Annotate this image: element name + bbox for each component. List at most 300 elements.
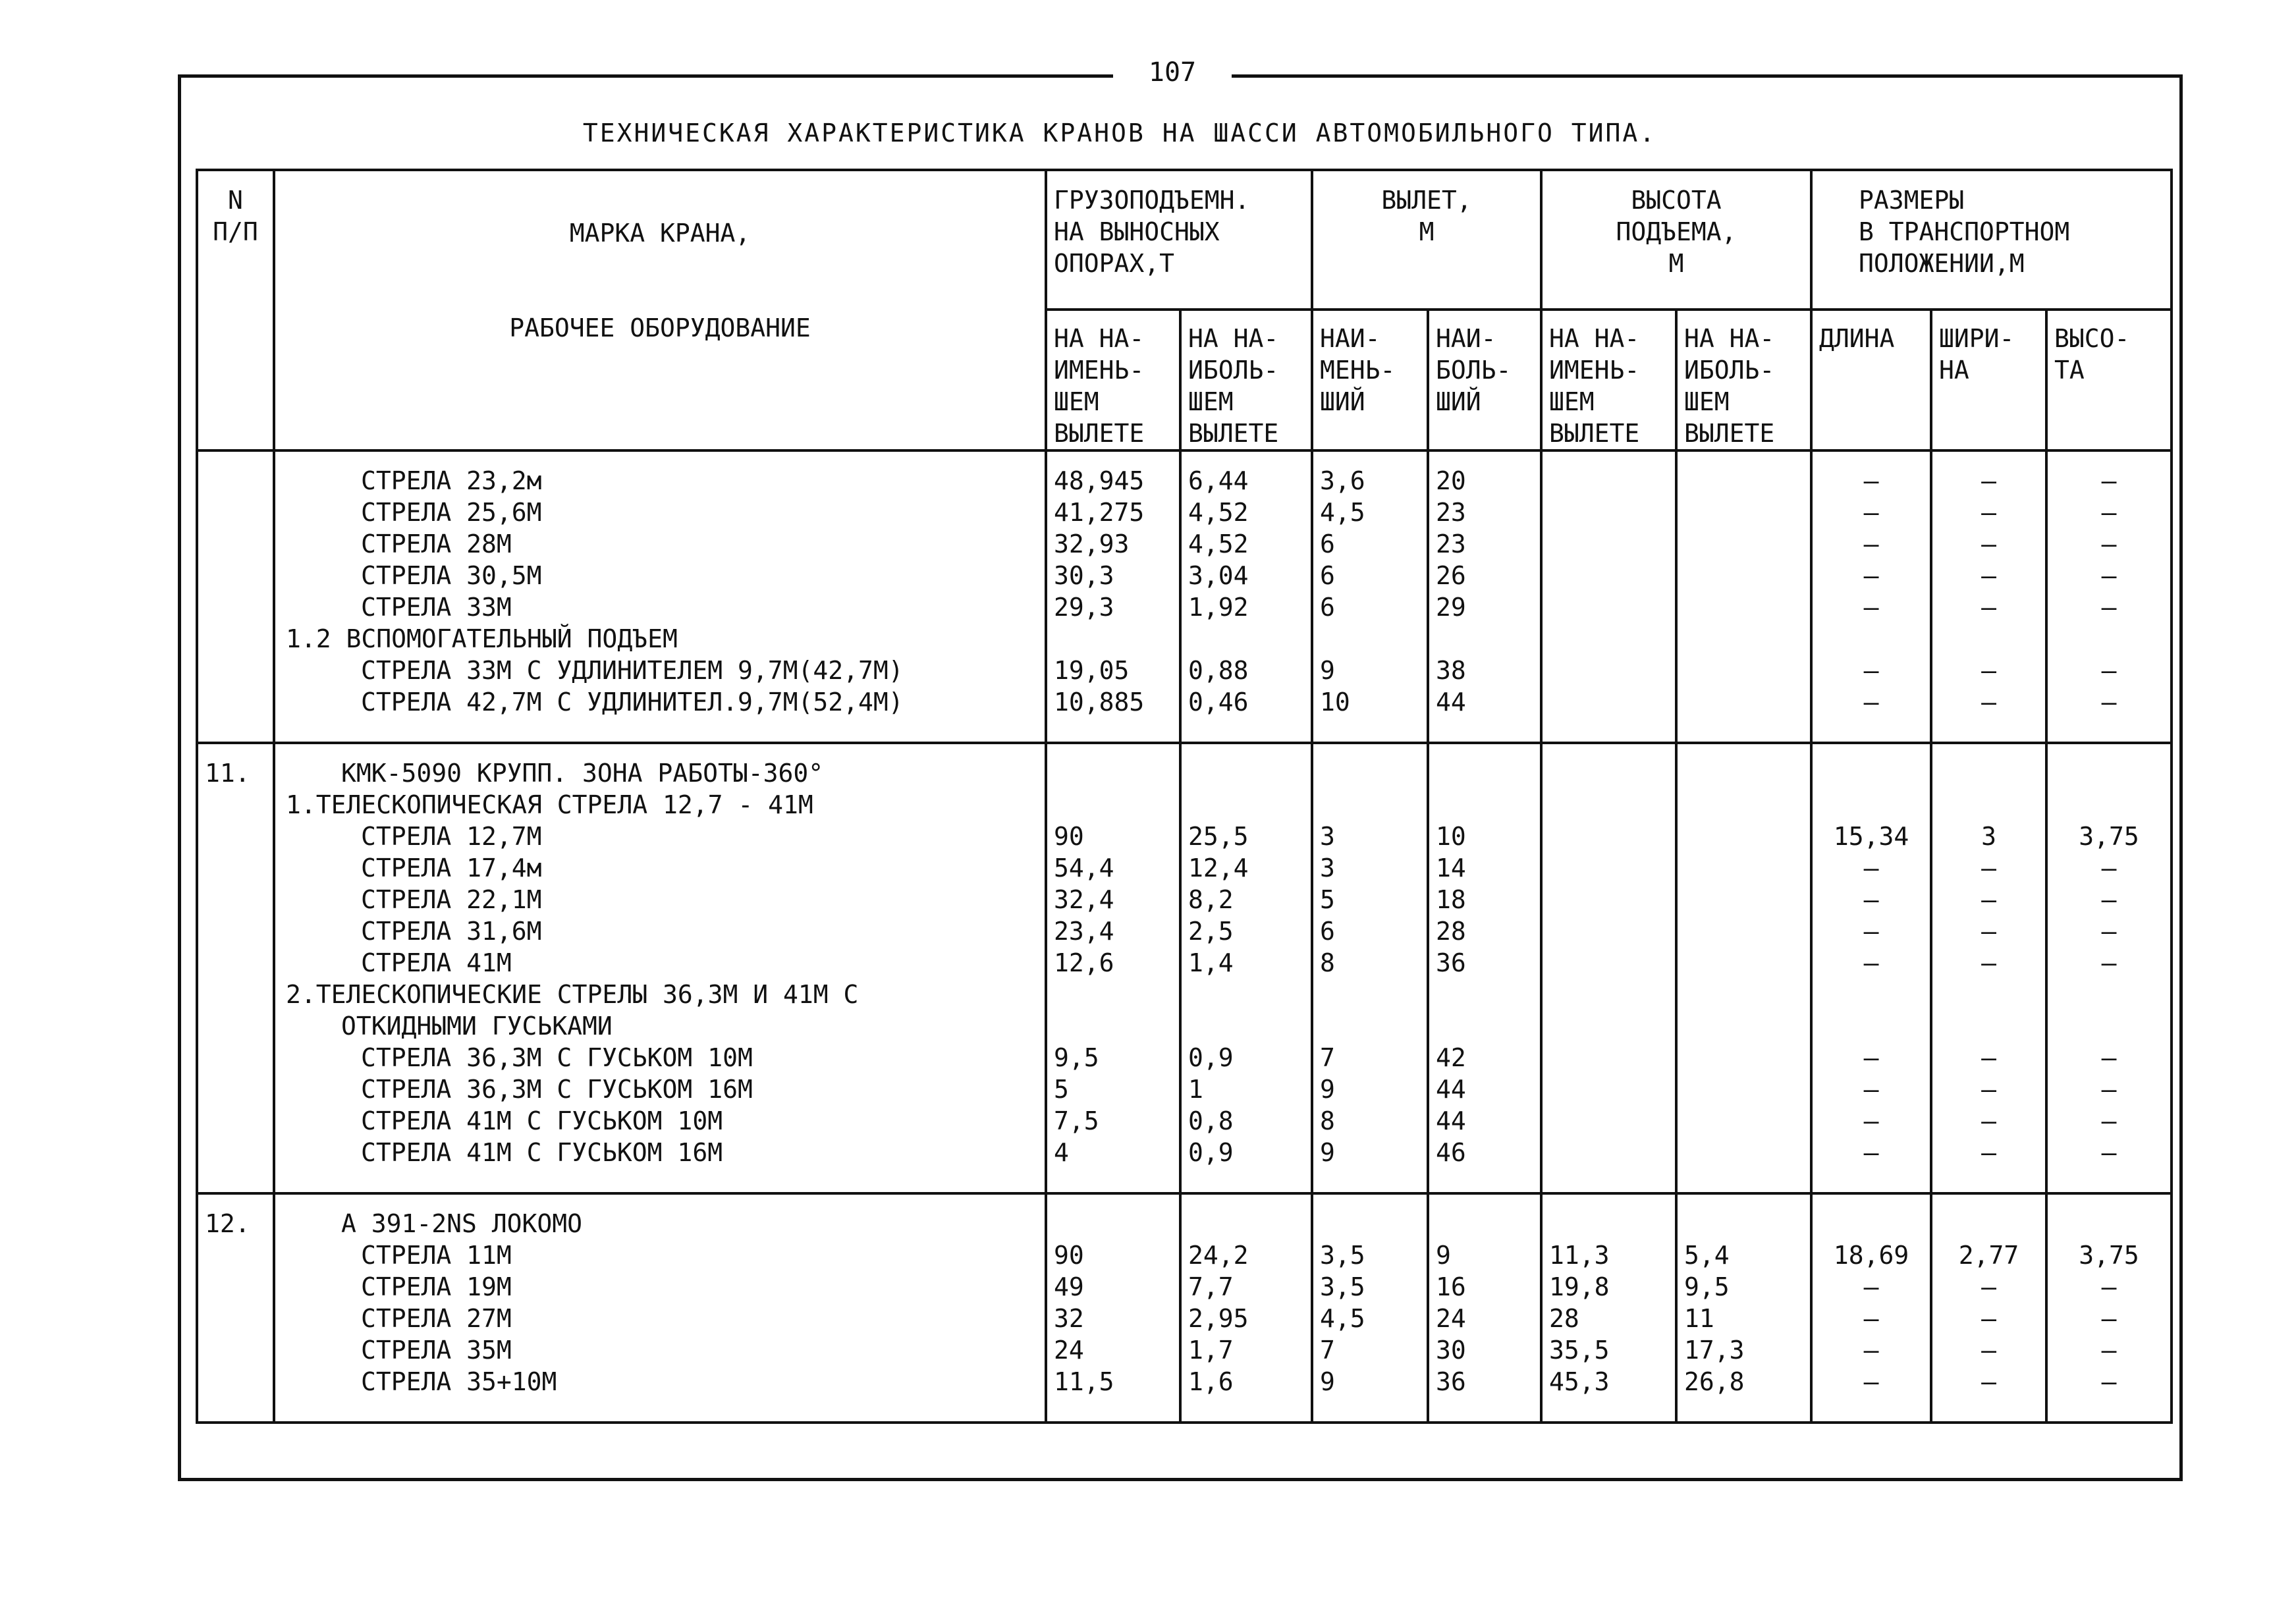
transport-length-cell: –: [1811, 1303, 1931, 1334]
transport-length-cell: –: [1811, 686, 1931, 743]
transport-width-cell: –: [1931, 1334, 2046, 1366]
reach-max-cell: [1428, 1193, 1541, 1239]
reach-max-cell: 38: [1428, 655, 1541, 686]
capacity-max-reach-cell: 7,7: [1180, 1271, 1312, 1303]
height-min-reach-cell: [1541, 789, 1676, 821]
header-transport-dims: РАЗМЕРЫ В ТРАНСПОРТНОМ ПОЛОЖЕНИИ,М: [1811, 170, 2172, 310]
table-row: [197, 743, 2172, 789]
reach-min-cell: [1312, 1010, 1428, 1042]
crane-equipment-cell: СТРЕЛА 22,1М: [274, 884, 1046, 915]
capacity-min-reach-cell: 19,05: [1046, 655, 1180, 686]
transport-length-cell: –: [1811, 1042, 1931, 1073]
transport-width-cell: –: [1931, 1303, 2046, 1334]
height-max-reach-cell: [1676, 497, 1811, 528]
transport-width-cell: –: [1931, 947, 2046, 979]
height-max-reach-cell: 5,4: [1676, 1239, 1811, 1271]
capacity-max-reach-cell: 6,44: [1180, 450, 1312, 497]
height-max-reach-cell: [1676, 852, 1811, 884]
reach-max-cell: 14: [1428, 852, 1541, 884]
capacity-min-reach-cell: 29,3: [1046, 591, 1180, 623]
table-row: [197, 821, 2172, 852]
height-max-reach-cell: [1676, 1137, 1811, 1193]
row-number-cell: [197, 947, 274, 979]
height-min-reach-cell: 19,8: [1541, 1271, 1676, 1303]
table-row: [197, 884, 2172, 915]
height-max-reach-cell: 9,5: [1676, 1271, 1811, 1303]
row-number-cell: [197, 1334, 274, 1366]
height-min-reach-cell: 35,5: [1541, 1334, 1676, 1366]
capacity-min-reach-cell: 54,4: [1046, 852, 1180, 884]
crane-equipment-cell: СТРЕЛА 35М: [274, 1334, 1046, 1366]
capacity-max-reach-cell: 1,6: [1180, 1366, 1312, 1423]
capacity-max-reach-cell: [1180, 979, 1312, 1010]
header-height-max: НА НА- ИБОЛЬ- ШЕМ ВЫЛЕТЕ: [1676, 310, 1811, 450]
header-width: ШИРИ- НА: [1931, 310, 2046, 450]
transport-width-cell: [1931, 979, 2046, 1010]
height-min-reach-cell: [1541, 1010, 1676, 1042]
height-max-reach-cell: [1676, 591, 1811, 623]
height-min-reach-cell: [1541, 1042, 1676, 1073]
row-number-cell: [197, 450, 274, 497]
table-row: [197, 1239, 2172, 1271]
height-min-reach-cell: [1541, 1193, 1676, 1239]
reach-max-cell: 18: [1428, 884, 1541, 915]
table-row: [197, 655, 2172, 686]
transport-height-cell: –: [2046, 1303, 2172, 1334]
transport-height-cell: 3,75: [2046, 821, 2172, 852]
transport-height-cell: –: [2046, 915, 2172, 947]
row-number-cell: [197, 979, 274, 1010]
transport-length-cell: [1811, 979, 1931, 1010]
height-min-reach-cell: [1541, 528, 1676, 560]
reach-min-cell: 7: [1312, 1334, 1428, 1366]
table-row: [197, 1010, 2172, 1042]
crane-equipment-cell: СТРЕЛА 31,6М: [274, 915, 1046, 947]
table-row: [197, 560, 2172, 591]
transport-height-cell: –: [2046, 450, 2172, 497]
transport-length-cell: –: [1811, 655, 1931, 686]
table-row: [197, 450, 2172, 497]
height-max-reach-cell: [1676, 947, 1811, 979]
header-num: N П/П: [197, 170, 274, 450]
reach-min-cell: 8: [1312, 1105, 1428, 1137]
height-min-reach-cell: [1541, 686, 1676, 743]
reach-max-cell: 23: [1428, 497, 1541, 528]
height-max-reach-cell: [1676, 623, 1811, 655]
reach-min-cell: [1312, 743, 1428, 789]
reach-min-cell: 3: [1312, 821, 1428, 852]
capacity-max-reach-cell: 24,2: [1180, 1239, 1312, 1271]
crane-equipment-cell: СТРЕЛА 27М: [274, 1303, 1046, 1334]
capacity-max-reach-cell: 0,8: [1180, 1105, 1312, 1137]
height-min-reach-cell: [1541, 591, 1676, 623]
reach-max-cell: [1428, 789, 1541, 821]
reach-max-cell: 36: [1428, 1366, 1541, 1423]
height-max-reach-cell: [1676, 915, 1811, 947]
row-number-cell: [197, 789, 274, 821]
capacity-min-reach-cell: 30,3: [1046, 560, 1180, 591]
transport-height-cell: –: [2046, 884, 2172, 915]
reach-min-cell: 3,5: [1312, 1271, 1428, 1303]
capacity-min-reach-cell: 24: [1046, 1334, 1180, 1366]
reach-max-cell: 46: [1428, 1137, 1541, 1193]
capacity-min-reach-cell: 41,275: [1046, 497, 1180, 528]
row-number-cell: 12.: [197, 1193, 274, 1239]
transport-width-cell: –: [1931, 1137, 2046, 1193]
page-title: ТЕХНИЧЕСКАЯ ХАРАКТЕРИСТИКА КРАНОВ НА ШАССИ АВТОМОБИЛЬНОГО ТИПА.: [582, 119, 1657, 148]
transport-width-cell: –: [1931, 1366, 2046, 1423]
capacity-min-reach-cell: [1046, 623, 1180, 655]
crane-equipment-cell: 1.ТЕЛЕСКОПИЧЕСКАЯ СТРЕЛА 12,7 - 41М: [274, 789, 1046, 821]
header-reach-min: НАИ- МЕНЬ- ШИЙ: [1312, 310, 1428, 450]
height-max-reach-cell: [1676, 979, 1811, 1010]
transport-length-cell: –: [1811, 1366, 1931, 1423]
capacity-max-reach-cell: [1180, 789, 1312, 821]
crane-equipment-cell: СТРЕЛА 36,3М С ГУСЬКОМ 16М: [274, 1073, 1046, 1105]
reach-min-cell: 9: [1312, 655, 1428, 686]
height-max-reach-cell: 26,8: [1676, 1366, 1811, 1423]
transport-length-cell: –: [1811, 450, 1931, 497]
table-row: [197, 528, 2172, 560]
capacity-min-reach-cell: 49: [1046, 1271, 1180, 1303]
capacity-min-reach-cell: [1046, 789, 1180, 821]
capacity-min-reach-cell: 11,5: [1046, 1366, 1180, 1423]
reach-max-cell: 9: [1428, 1239, 1541, 1271]
table-row: [197, 1193, 2172, 1239]
table-row: [197, 686, 2172, 743]
row-number-cell: [197, 1366, 274, 1423]
transport-width-cell: –: [1931, 497, 2046, 528]
crane-equipment-cell: СТРЕЛА 33М: [274, 591, 1046, 623]
reach-max-cell: [1428, 743, 1541, 789]
row-number-cell: [197, 884, 274, 915]
height-min-reach-cell: [1541, 623, 1676, 655]
reach-min-cell: [1312, 789, 1428, 821]
capacity-min-reach-cell: [1046, 979, 1180, 1010]
table-row: [197, 852, 2172, 884]
transport-height-cell: –: [2046, 686, 2172, 743]
reach-max-cell: 44: [1428, 1105, 1541, 1137]
reach-max-cell: [1428, 1010, 1541, 1042]
capacity-min-reach-cell: 32,4: [1046, 884, 1180, 915]
header-lift-height: ВЫСОТА ПОДЪЕМА, М: [1541, 170, 1811, 310]
reach-min-cell: 6: [1312, 528, 1428, 560]
capacity-max-reach-cell: [1180, 743, 1312, 789]
transport-height-cell: [2046, 789, 2172, 821]
reach-min-cell: [1312, 979, 1428, 1010]
height-max-reach-cell: [1676, 1105, 1811, 1137]
height-max-reach-cell: [1676, 686, 1811, 743]
transport-width-cell: –: [1931, 560, 2046, 591]
table-section: [197, 743, 2172, 1193]
height-min-reach-cell: 11,3: [1541, 1239, 1676, 1271]
capacity-max-reach-cell: [1180, 1010, 1312, 1042]
reach-min-cell: 3,6: [1312, 450, 1428, 497]
reach-min-cell: [1312, 623, 1428, 655]
table-row: [197, 1137, 2172, 1193]
capacity-min-reach-cell: 12,6: [1046, 947, 1180, 979]
capacity-min-reach-cell: 90: [1046, 1239, 1180, 1271]
transport-width-cell: –: [1931, 852, 2046, 884]
reach-min-cell: 9: [1312, 1366, 1428, 1423]
height-min-reach-cell: [1541, 1137, 1676, 1193]
capacity-max-reach-cell: 0,46: [1180, 686, 1312, 743]
transport-length-cell: [1811, 743, 1931, 789]
height-max-reach-cell: [1676, 743, 1811, 789]
reach-max-cell: 10: [1428, 821, 1541, 852]
reach-max-cell: 30: [1428, 1334, 1541, 1366]
capacity-max-reach-cell: 2,95: [1180, 1303, 1312, 1334]
capacity-min-reach-cell: [1046, 1010, 1180, 1042]
transport-width-cell: [1931, 743, 2046, 789]
reach-min-cell: 3: [1312, 852, 1428, 884]
transport-length-cell: –: [1811, 1073, 1931, 1105]
reach-max-cell: 29: [1428, 591, 1541, 623]
crane-equipment-cell: 2.ТЕЛЕСКОПИЧЕСКИЕ СТРЕЛЫ 36,3М И 41М С: [274, 979, 1046, 1010]
reach-min-cell: 6: [1312, 915, 1428, 947]
height-min-reach-cell: [1541, 852, 1676, 884]
transport-height-cell: [2046, 979, 2172, 1010]
table-row: [197, 1073, 2172, 1105]
height-min-reach-cell: [1541, 884, 1676, 915]
height-max-reach-cell: 17,3: [1676, 1334, 1811, 1366]
reach-max-cell: 26: [1428, 560, 1541, 591]
row-number-cell: [197, 1105, 274, 1137]
height-max-reach-cell: [1676, 1042, 1811, 1073]
reach-max-cell: 42: [1428, 1042, 1541, 1073]
capacity-min-reach-cell: 5: [1046, 1073, 1180, 1105]
reach-min-cell: 6: [1312, 591, 1428, 623]
transport-length-cell: –: [1811, 1271, 1931, 1303]
transport-height-cell: –: [2046, 1042, 2172, 1073]
transport-height-cell: –: [2046, 1137, 2172, 1193]
row-number-cell: [197, 1303, 274, 1334]
capacity-min-reach-cell: 48,945: [1046, 450, 1180, 497]
transport-height-cell: –: [2046, 560, 2172, 591]
table-row: [197, 623, 2172, 655]
capacity-max-reach-cell: 1,92: [1180, 591, 1312, 623]
reach-min-cell: 9: [1312, 1137, 1428, 1193]
transport-width-cell: –: [1931, 1042, 2046, 1073]
transport-length-cell: 18,69: [1811, 1239, 1931, 1271]
table-row: [197, 1366, 2172, 1423]
reach-min-cell: 7: [1312, 1042, 1428, 1073]
capacity-max-reach-cell: [1180, 1193, 1312, 1239]
capacity-max-reach-cell: 1: [1180, 1073, 1312, 1105]
height-min-reach-cell: [1541, 1105, 1676, 1137]
transport-length-cell: 15,34: [1811, 821, 1931, 852]
capacity-max-reach-cell: 0,9: [1180, 1137, 1312, 1193]
row-number-cell: [197, 915, 274, 947]
height-min-reach-cell: [1541, 560, 1676, 591]
height-max-reach-cell: [1676, 884, 1811, 915]
table-row: [197, 1105, 2172, 1137]
transport-height-cell: –: [2046, 528, 2172, 560]
reach-max-cell: 23: [1428, 528, 1541, 560]
row-number-cell: [197, 1271, 274, 1303]
capacity-max-reach-cell: 8,2: [1180, 884, 1312, 915]
crane-equipment-cell: СТРЕЛА 17,4м: [274, 852, 1046, 884]
table-section: [197, 1193, 2172, 1423]
crane-equipment-cell: А 391-2NS ЛОКОМО: [274, 1193, 1046, 1239]
reach-max-cell: 24: [1428, 1303, 1541, 1334]
transport-height-cell: –: [2046, 1271, 2172, 1303]
capacity-max-reach-cell: 2,5: [1180, 915, 1312, 947]
height-min-reach-cell: 45,3: [1541, 1366, 1676, 1423]
table-row: [197, 1042, 2172, 1073]
transport-width-cell: –: [1931, 884, 2046, 915]
capacity-min-reach-cell: 7,5: [1046, 1105, 1180, 1137]
height-min-reach-cell: [1541, 915, 1676, 947]
height-min-reach-cell: [1541, 655, 1676, 686]
transport-height-cell: [2046, 743, 2172, 789]
transport-width-cell: –: [1931, 528, 2046, 560]
crane-equipment-cell: СТРЕЛА 19М: [274, 1271, 1046, 1303]
transport-length-cell: –: [1811, 591, 1931, 623]
height-max-reach-cell: [1676, 821, 1811, 852]
reach-max-cell: [1428, 979, 1541, 1010]
capacity-max-reach-cell: 1,4: [1180, 947, 1312, 979]
header-reach: ВЫЛЕТ, М: [1312, 170, 1541, 310]
height-min-reach-cell: 28: [1541, 1303, 1676, 1334]
header-cap-min: НА НА- ИМЕНЬ- ШЕМ ВЫЛЕТЕ: [1046, 310, 1180, 450]
capacity-min-reach-cell: [1046, 1193, 1180, 1239]
capacity-max-reach-cell: 1,7: [1180, 1334, 1312, 1366]
height-max-reach-cell: [1676, 789, 1811, 821]
height-max-reach-cell: [1676, 450, 1811, 497]
crane-equipment-cell: СТРЕЛА 41М С ГУСЬКОМ 16М: [274, 1137, 1046, 1193]
transport-width-cell: [1931, 789, 2046, 821]
crane-equipment-cell: СТРЕЛА 41М С ГУСЬКОМ 10М: [274, 1105, 1046, 1137]
row-number-cell: [197, 497, 274, 528]
row-number-cell: [197, 821, 274, 852]
header-cap-max: НА НА- ИБОЛЬ- ШЕМ ВЫЛЕТЕ: [1180, 310, 1312, 450]
transport-width-cell: –: [1931, 591, 2046, 623]
height-max-reach-cell: [1676, 1193, 1811, 1239]
reach-max-cell: 20: [1428, 450, 1541, 497]
transport-height-cell: [2046, 623, 2172, 655]
transport-width-cell: 2,77: [1931, 1239, 2046, 1271]
reach-max-cell: 44: [1428, 1073, 1541, 1105]
reach-min-cell: 9: [1312, 1073, 1428, 1105]
table-section: [197, 450, 2172, 743]
capacity-max-reach-cell: 4,52: [1180, 528, 1312, 560]
height-max-reach-cell: [1676, 1073, 1811, 1105]
reach-min-cell: 10: [1312, 686, 1428, 743]
transport-width-cell: [1931, 623, 2046, 655]
capacity-max-reach-cell: 25,5: [1180, 821, 1312, 852]
row-number-cell: [197, 1042, 274, 1073]
height-min-reach-cell: [1541, 497, 1676, 528]
table-row: [197, 1271, 2172, 1303]
capacity-min-reach-cell: 4: [1046, 1137, 1180, 1193]
header-capacity: ГРУЗОПОДЪЕМН. НА ВЫНОСНЫХ ОПОРАХ,Т: [1046, 170, 1312, 310]
transport-length-cell: –: [1811, 528, 1931, 560]
reach-min-cell: [1312, 1193, 1428, 1239]
capacity-min-reach-cell: 90: [1046, 821, 1180, 852]
capacity-max-reach-cell: 0,88: [1180, 655, 1312, 686]
crane-equipment-cell: ОТКИДНЫМИ ГУСЬКАМИ: [274, 1010, 1046, 1042]
height-max-reach-cell: 11: [1676, 1303, 1811, 1334]
row-number-cell: [197, 686, 274, 743]
crane-equipment-cell: СТРЕЛА 28М: [274, 528, 1046, 560]
transport-width-cell: –: [1931, 1073, 2046, 1105]
row-number-cell: 11.: [197, 743, 274, 789]
table-row: [197, 947, 2172, 979]
transport-length-cell: –: [1811, 497, 1931, 528]
crane-equipment-cell: СТРЕЛА 23,2м: [274, 450, 1046, 497]
header-reach-max: НАИ- БОЛЬ- ШИЙ: [1428, 310, 1541, 450]
row-number-cell: [197, 1010, 274, 1042]
row-number-cell: [197, 1073, 274, 1105]
transport-length-cell: –: [1811, 1334, 1931, 1366]
table-row: [197, 1303, 2172, 1334]
transport-height-cell: –: [2046, 1334, 2172, 1366]
table-header: [197, 170, 2172, 450]
row-number-cell: [197, 623, 274, 655]
transport-height-cell: –: [2046, 591, 2172, 623]
table-row: [197, 789, 2172, 821]
reach-max-cell: 44: [1428, 686, 1541, 743]
transport-height-cell: –: [2046, 947, 2172, 979]
crane-equipment-cell: СТРЕЛА 36,3М С ГУСЬКОМ 10М: [274, 1042, 1046, 1073]
transport-width-cell: –: [1931, 450, 2046, 497]
crane-equipment-cell: СТРЕЛА 33М С УДЛИНИТЕЛЕМ 9,7М(42,7М): [274, 655, 1046, 686]
crane-equipment-cell: СТРЕЛА 11М: [274, 1239, 1046, 1271]
crane-equipment-cell: КМК-5090 КРУПП. ЗОНА РАБОТЫ-360°: [274, 743, 1046, 789]
capacity-max-reach-cell: 12,4: [1180, 852, 1312, 884]
transport-height-cell: –: [2046, 1366, 2172, 1423]
height-min-reach-cell: [1541, 821, 1676, 852]
transport-height-cell: –: [2046, 852, 2172, 884]
crane-equipment-cell: СТРЕЛА 30,5М: [274, 560, 1046, 591]
row-number-cell: [197, 560, 274, 591]
transport-length-cell: [1811, 789, 1931, 821]
height-min-reach-cell: [1541, 450, 1676, 497]
reach-max-cell: [1428, 623, 1541, 655]
capacity-min-reach-cell: 23,4: [1046, 915, 1180, 947]
crane-equipment-cell: СТРЕЛА 12,7М: [274, 821, 1046, 852]
capacity-min-reach-cell: 32: [1046, 1303, 1180, 1334]
capacity-max-reach-cell: [1180, 623, 1312, 655]
capacity-min-reach-cell: 9,5: [1046, 1042, 1180, 1073]
table-row: [197, 497, 2172, 528]
height-min-reach-cell: [1541, 1073, 1676, 1105]
capacity-max-reach-cell: 3,04: [1180, 560, 1312, 591]
transport-width-cell: –: [1931, 1271, 2046, 1303]
reach-min-cell: 4,5: [1312, 497, 1428, 528]
page-number: 107: [1113, 53, 1232, 92]
transport-length-cell: –: [1811, 884, 1931, 915]
transport-length-cell: [1811, 1010, 1931, 1042]
transport-length-cell: [1811, 623, 1931, 655]
row-number-cell: [197, 591, 274, 623]
reach-min-cell: 6: [1312, 560, 1428, 591]
transport-length-cell: –: [1811, 947, 1931, 979]
capacity-min-reach-cell: 10,885: [1046, 686, 1180, 743]
transport-width-cell: 3: [1931, 821, 2046, 852]
crane-equipment-cell: СТРЕЛА 35+10М: [274, 1366, 1046, 1423]
transport-width-cell: –: [1931, 686, 2046, 743]
header-transport-height: ВЫСО- ТА: [2046, 310, 2172, 450]
height-max-reach-cell: [1676, 1010, 1811, 1042]
transport-height-cell: –: [2046, 655, 2172, 686]
transport-width-cell: [1931, 1193, 2046, 1239]
transport-width-cell: –: [1931, 655, 2046, 686]
transport-length-cell: –: [1811, 915, 1931, 947]
header-height-min: НА НА- ИМЕНЬ- ШЕМ ВЫЛЕТЕ: [1541, 310, 1676, 450]
transport-height-cell: –: [2046, 497, 2172, 528]
